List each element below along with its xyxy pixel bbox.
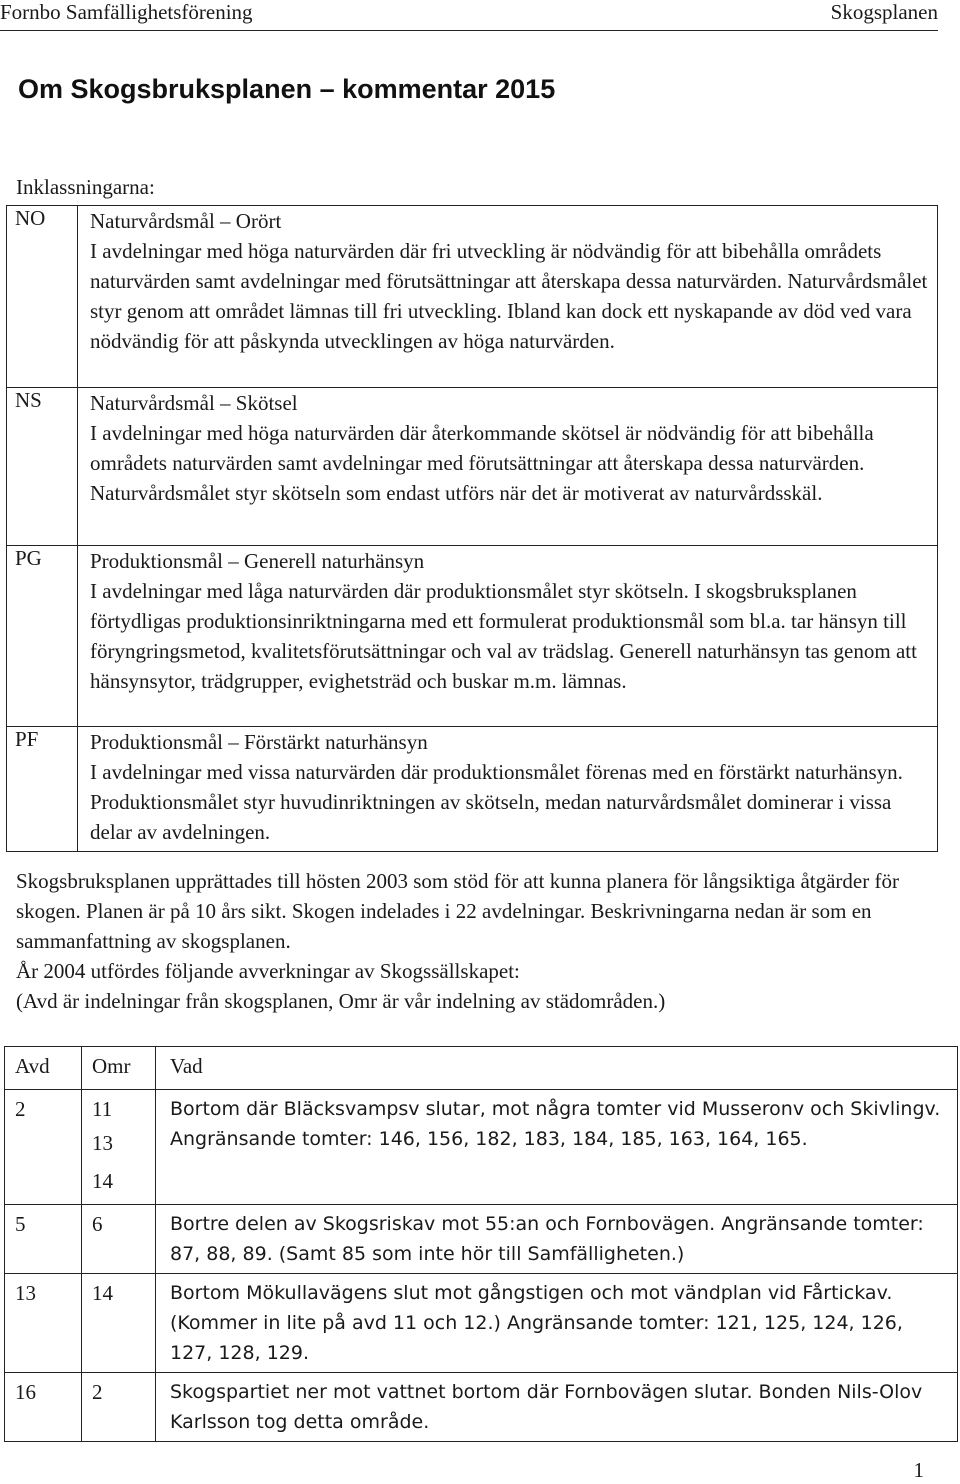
header-avd: Avd: [5, 1047, 82, 1090]
cell-omr: 6: [82, 1205, 156, 1274]
harvest-table-header: [5, 1047, 958, 1090]
classification-row: [7, 727, 938, 852]
document-name: Skogsplanen: [830, 0, 938, 24]
cell-omr: 14: [82, 1274, 156, 1373]
classification-description: [78, 727, 938, 852]
cell-vad: Bortre delen av Skogsriskav mot 55:an och Fornbovägen. Angränsande tomter: 87, 88, 89. (Samt 85 som inte hör till Samfälligheten.): [156, 1205, 958, 1274]
header-vad: Vad: [156, 1047, 958, 1090]
classification-heading: Produktionsmål – Generell naturhänsyn: [90, 549, 425, 573]
classification-code: PF: [7, 727, 78, 852]
classification-row: [7, 388, 938, 546]
header-omr: Omr: [82, 1047, 156, 1090]
classification-text: I avdelningar med vissa naturvärden där produktionsmålet förenas med en förstärkt naturhänsyn. Produktionsmålet styr huvudinriktningen av skötseln, medan naturvårdsmålet dominerar i vissa delar av avdelningen.: [90, 760, 903, 844]
classification-code: NO: [7, 206, 78, 388]
classification-code: NS: [7, 388, 78, 546]
page-number: 1: [913, 1458, 924, 1482]
cell-vad: Bortom där Bläcksvampsv slutar, mot några tomter vid Musseronv och Skivlingv. Angränsande tomter: 146, 156, 182, 183, 184, 185, 163, 164, 165.: [156, 1090, 958, 1205]
association-name: Fornbo Samfällighetsförening: [0, 0, 253, 24]
cell-avd: 5: [5, 1205, 82, 1274]
harvest-table-row: [5, 1090, 958, 1205]
harvest-table-row: [5, 1373, 958, 1442]
cell-omr: [82, 1090, 156, 1205]
classification-heading: Naturvårdsmål – Skötsel: [90, 391, 298, 415]
classification-text: I avdelningar med höga naturvärden där återkommande skötsel är nödvändig för att bibehålla områdets naturvärden samt avdelningar med förutsättningar att återskapa dessa naturvärden. Naturvårdsmålet styr skötseln som endast utförs när det är motiverat av naturvårdsskäl.: [90, 421, 874, 505]
classification-table: [6, 205, 938, 852]
omr-value: 14: [92, 1169, 113, 1193]
classification-description: [78, 546, 938, 727]
classification-description: [78, 206, 938, 388]
classifications-label: Inklassningarna:: [16, 175, 155, 199]
classification-row: [7, 546, 938, 727]
classification-description: [78, 388, 938, 546]
harvest-table: [4, 1046, 958, 1442]
harvest-table-row: [5, 1205, 958, 1274]
omr-value: 13: [92, 1131, 113, 1155]
cell-avd: 13: [5, 1274, 82, 1373]
cell-avd: 16: [5, 1373, 82, 1442]
cell-vad: Bortom Mökullavägens slut mot gångstigen och mot vändplan vid Fårtickav. (Kommer in lite på avd 11 och 12.) Angränsande tomter: 121, 125, 124, 126, 127, 128, 129.: [156, 1274, 958, 1373]
harvest-table-row: [5, 1274, 958, 1373]
cell-avd: 2: [5, 1090, 82, 1205]
classification-heading: Produktionsmål – Förstärkt naturhänsyn: [90, 730, 428, 754]
plan-summary-text: Skogsbruksplanen upprättades till hösten 2003 som stöd för att kunna planera för långsiktiga åtgärder för skogen. Planen är på 10 års sikt. Skogen indelades i 22 avdelningar. Beskrivningarna nedan är som en sammanfattning av skogsplanen.: [16, 869, 899, 953]
harvest-intro-text: År 2004 utfördes följande avverkningar av Skogssällskapet:: [16, 959, 520, 983]
classification-text: I avdelningar med höga naturvärden där fri utveckling är nödvändig för att bibehålla områdets naturvärden samt avdelningar med förutsättningar att återskapa dessa naturvärden. Naturvårdsmålet styr genom att området lämnas till fri utveckling. Ibland kan dock ett nyskapande av död ved vara nödvändig för att påskynda utvecklingen av höga naturvärden.: [90, 239, 928, 353]
plan-summary-paragraph: [16, 866, 936, 1016]
page-title: Om Skogsbruksplanen – kommentar 2015: [18, 74, 556, 104]
classification-row: [7, 206, 938, 388]
page-header: [0, 0, 938, 31]
classification-heading: Naturvårdsmål – Orört: [90, 209, 282, 233]
classification-code: PG: [7, 546, 78, 727]
cell-omr: 2: [82, 1373, 156, 1442]
harvest-legend-text: (Avd är indelningar från skogsplanen, Omr är vår indelning av städområden.): [16, 989, 666, 1013]
cell-vad: Skogspartiet ner mot vattnet bortom där Fornbovägen slutar. Bonden Nils-Olov Karlsson tog detta område.: [156, 1373, 958, 1442]
omr-value: 11: [92, 1097, 113, 1121]
classification-text: I avdelningar med låga naturvärden där produktionsmålet styr skötseln. I skogsbruksplanen förtydligas produktionsinriktningarna med ett formulerat produktionsmål som bl.a. tar hänsyn till föryngringsmetod, kvalitetsförutsättningar och val av trädslag. Generell naturhänsyn tas genom att hänsynsytor, trädgrupper, evighetsträd och buskar m.m. lämnas.: [90, 579, 917, 693]
